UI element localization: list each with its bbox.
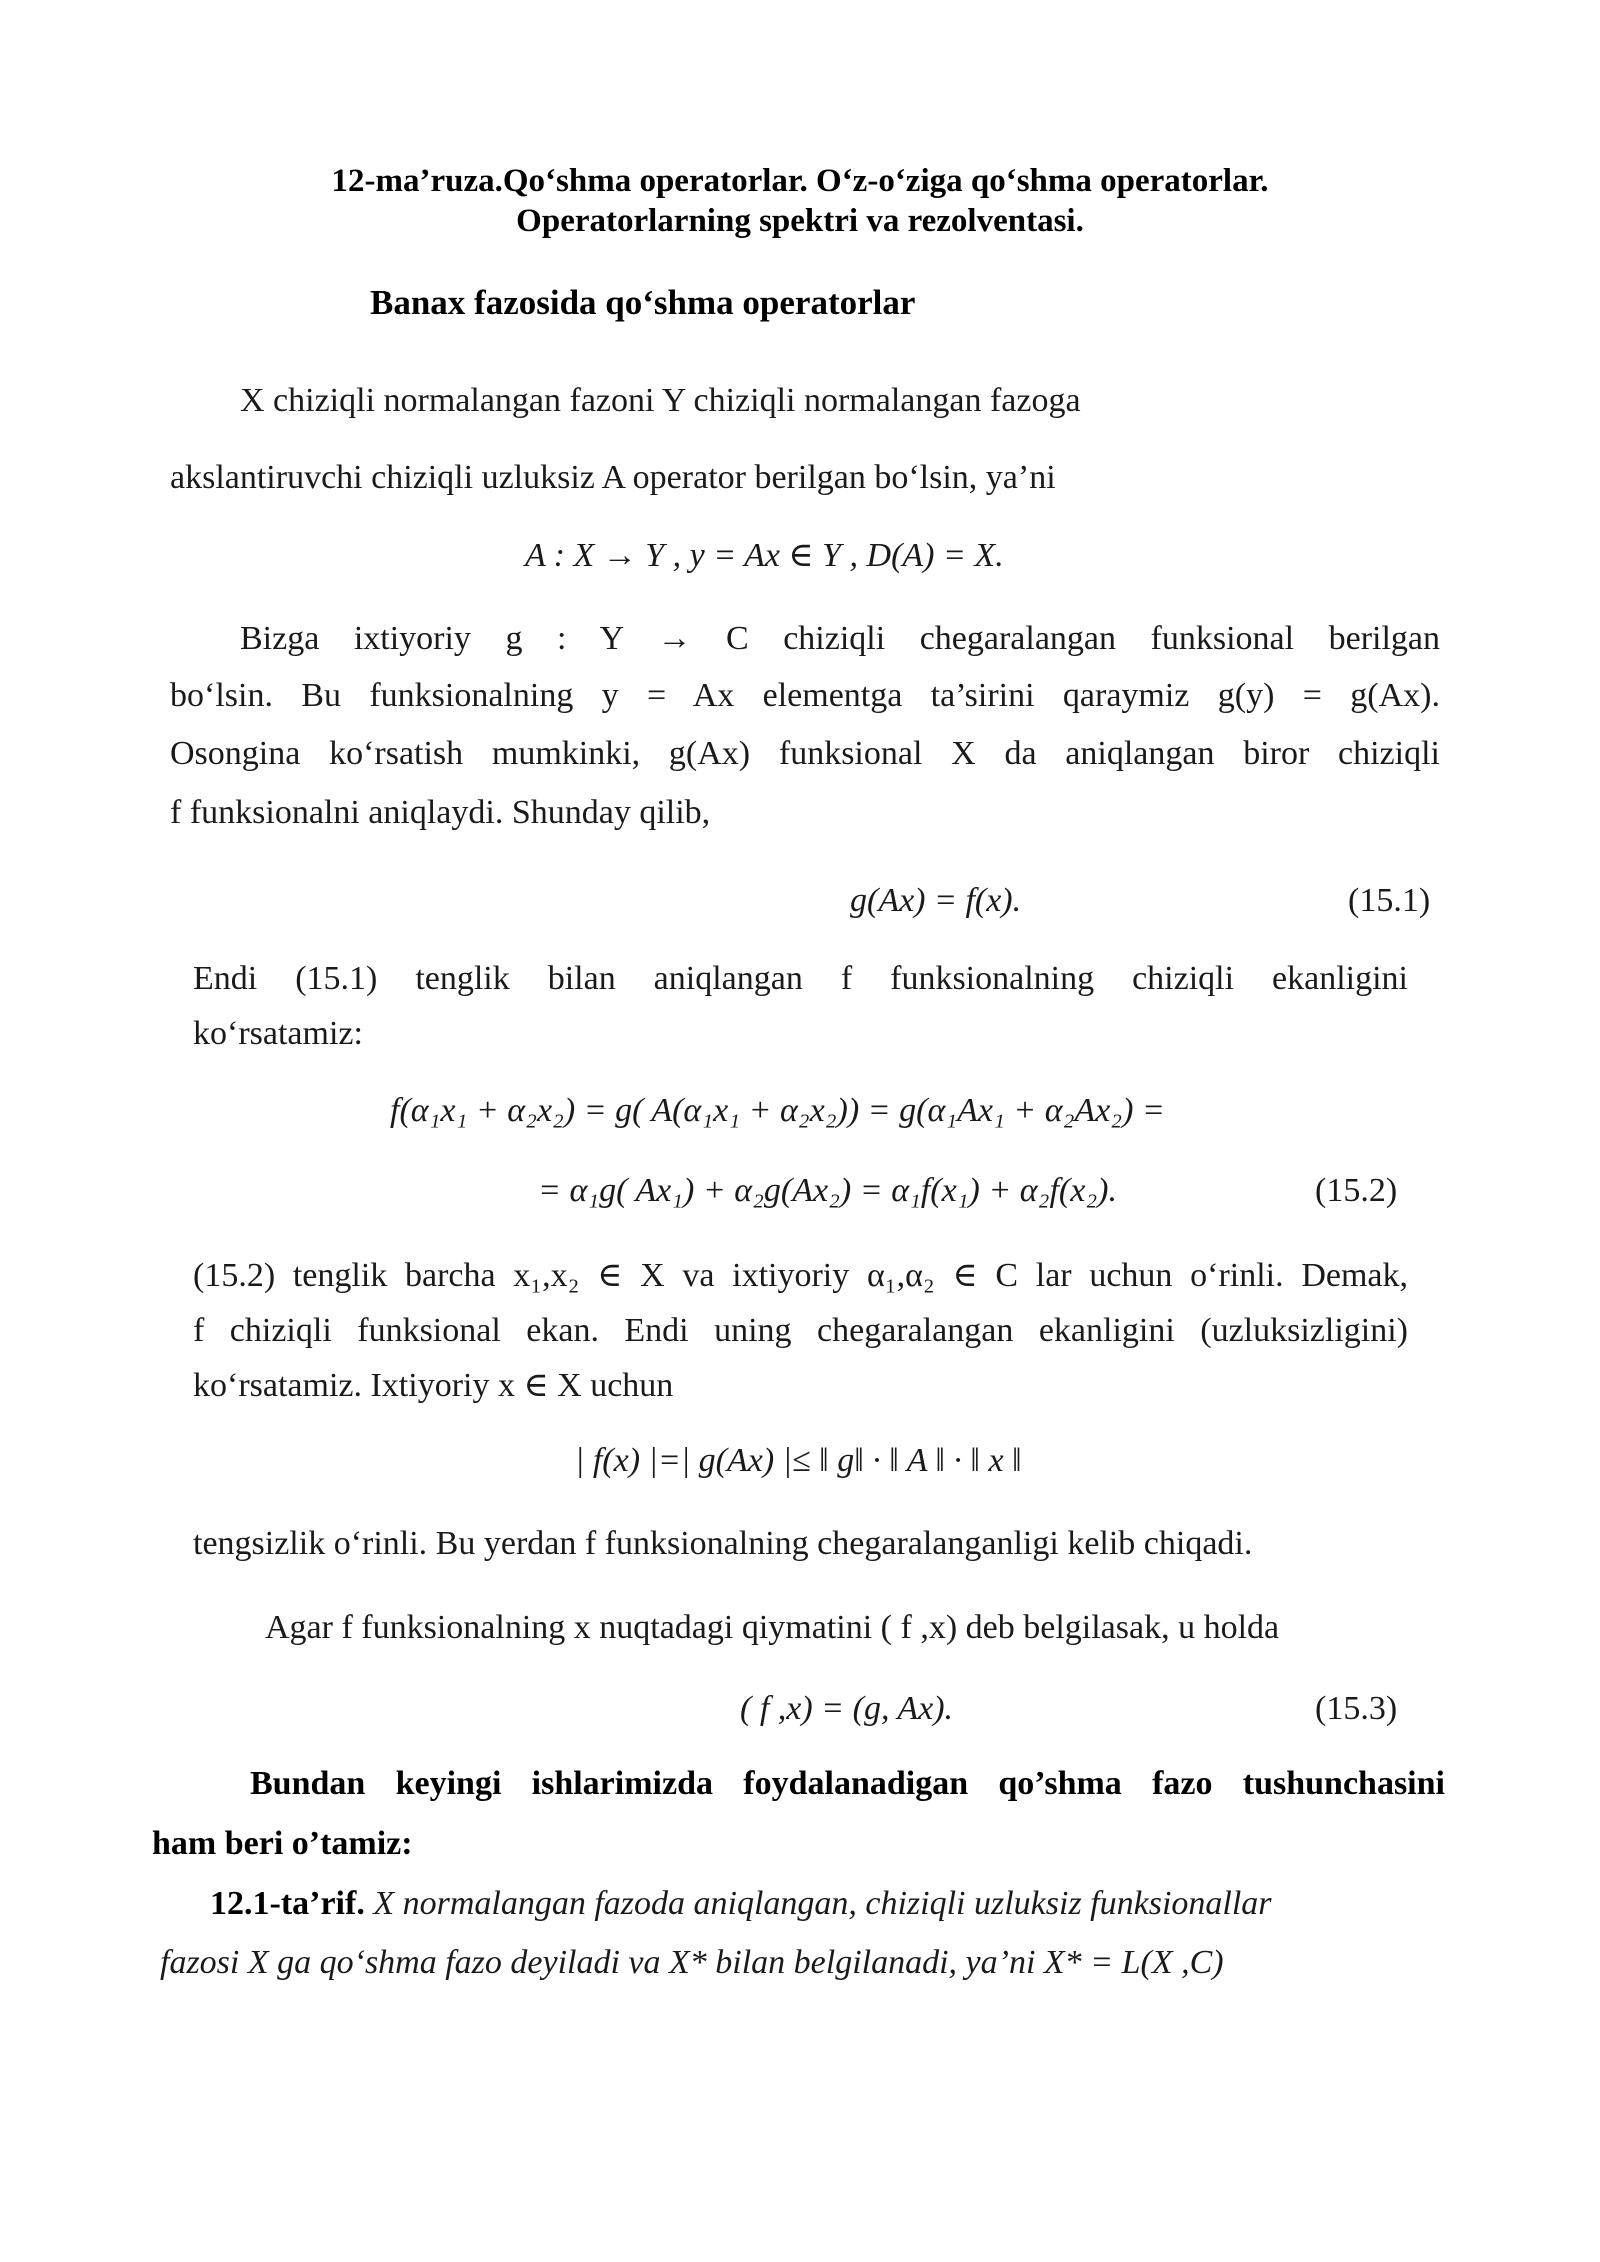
paragraph-5: tengsizlik o‘rinli. Bu yerdan f funksionalning chegaralanganligi kelib chiqadi. xyxy=(193,1525,1253,1562)
equation-15-3: ( f ,x) = (g, Ax). xyxy=(740,1690,954,1727)
paragraph-1-line-1: X chiziqli normalangan fazoni Y chiziqli normalangan fazoga xyxy=(240,382,1081,419)
paragraph-7-line-2: ham beri o’tamiz: xyxy=(152,1825,413,1862)
paragraph-3-line-2: ko‘rsatamiz: xyxy=(193,1015,363,1052)
paragraph-7-line-1: Bundan keyingi ishlarimizda foydalanadigan qo’shma fazo tushunchasini xyxy=(250,1765,1445,1802)
definition-line-1 xyxy=(210,1883,1272,1925)
paragraph-2-line-1: Bizga ixtiyoriy g : Y → C chiziqli chegaralangan funksional berilgan xyxy=(240,620,1440,657)
paragraph-2-line-4: f funksionalni aniqlaydi. Shunday qilib, xyxy=(170,794,711,831)
section-heading: Banax fazosida qo‘shma operatorlar xyxy=(370,283,916,322)
equation-15-2-line-1: f(α₁x₁ + α₂x₂) = g( A(α₁x₁ + α₂x₂)) = g(α₁Ax₁ + α₂Ax₂) = xyxy=(390,1092,1165,1129)
definition-label: 12.1-ta’rif. xyxy=(210,1885,365,1922)
equation-15-1-number: (15.1) xyxy=(1348,882,1431,919)
paragraph-4-line-3: ko‘rsatamiz. Ixtiyoriy x ∈ X uchun xyxy=(193,1367,674,1404)
equation-15-2-line-2: = α₁g( Ax₁) + α₂g(Ax₂) = α₁f(x₁) + α₂f(x₂). xyxy=(538,1172,1117,1209)
paragraph-2-line-3: Osongina ko‘rsatish mumkinki, g(Ax) funksional X da aniqlangan biror chiziqli xyxy=(170,735,1440,772)
page-title-line-2: Operatorlarning spektri va rezolventasi. xyxy=(516,203,1084,239)
page-title-line-1: 12-ma’ruza.Qo‘shma operatorlar. O‘z-o‘ziga qo‘shma operatorlar. xyxy=(331,163,1269,199)
definition-text-1: X normalangan fazoda aniqlangan, chiziqli uzluksiz funksionallar xyxy=(373,1885,1272,1922)
definition-line-2: fazosi X ga qo‘shma fazo deyiladi va X* bilan belgilanadi, ya’ni X* = L(X ,C) xyxy=(160,1944,1224,1981)
paragraph-4-line-2: f chiziqli funksional ekan. Endi uning chegaralangan ekanligini (uzluksizligini) xyxy=(193,1312,1408,1349)
paragraph-6: Agar f funksionalning x nuqtadagi qiymatini ( f ,x) deb belgilasak, u holda xyxy=(265,1609,1280,1646)
inequality-bound: | f(x) |=| g(Ax) |≤ ‖ g‖ · ‖ A ‖ · ‖ x ‖ xyxy=(575,1442,1022,1479)
equation-15-1: g(Ax) = f(x). xyxy=(850,882,1022,919)
paragraph-1-line-2: akslantiruvchi chiziqli uzluksiz A operator berilgan bo‘lsin, ya’ni xyxy=(170,459,1056,496)
formula-operator-definition: A : X → Y , y = Ax ∈ Y , D(A) = X. xyxy=(525,537,1004,574)
paragraph-4-line-1: (15.2) tenglik barcha x₁,x₂ ∈ X va ixtiyoriy α₁,α₂ ∈ C lar uchun o‘rinli. Demak, xyxy=(193,1257,1408,1294)
equation-15-3-number: (15.3) xyxy=(1315,1690,1398,1727)
equation-15-2-number: (15.2) xyxy=(1315,1172,1398,1209)
paragraph-3-line-1: Endi (15.1) tenglik bilan aniqlangan f funksionalning chiziqli ekanligini xyxy=(193,960,1408,997)
paragraph-2-line-2: bo‘lsin. Bu funksionalning y = Ax elementga ta’sirini qaraymiz g(y) = g(Ax). xyxy=(170,677,1440,714)
